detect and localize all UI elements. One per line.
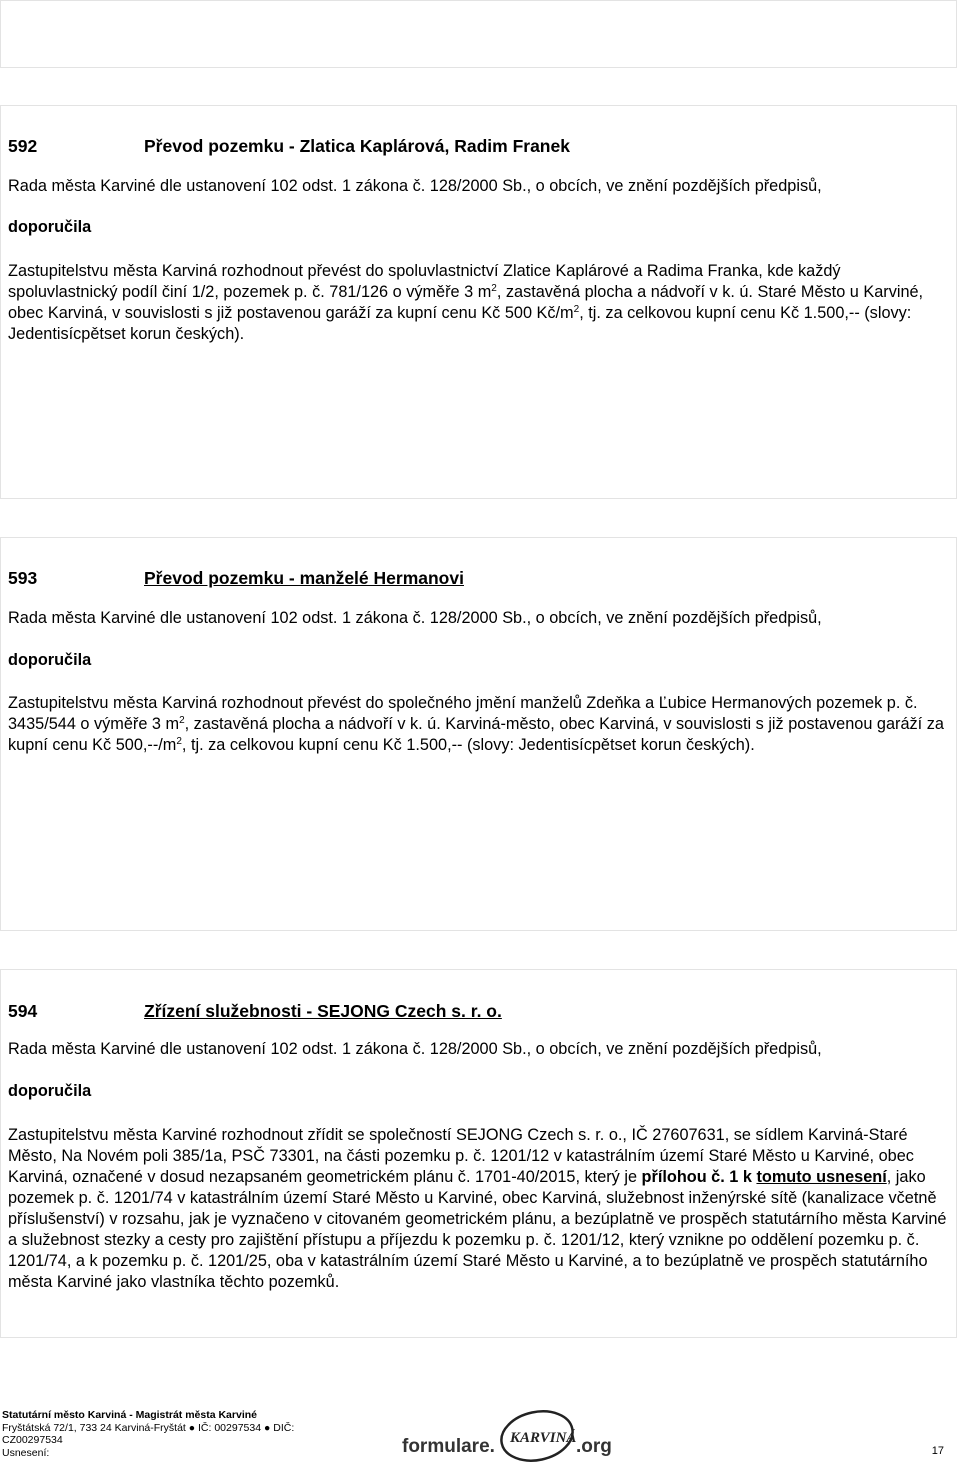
attachment-reference: přílohou č. 1 k	[641, 1168, 757, 1186]
item-intro: Rada města Karviné dle ustanovení 102 odst. 1 zákona č. 128/2000 Sb., o obcích, ve znění pozdějších předpisů,	[8, 177, 822, 195]
resolution-text: Zastupitelstvu města Karviné rozhodnout zřídit se společností SEJONG Czech s. r. o., IČ 27607631, se sídlem Karviná-Staré Město, Na Novém poli 385/1a, PSČ 73301, na části pozemku p. č. 1201/12 v katastrálním území Staré Město u Karviné, obec Karviná, označené v dosud nezapsaném geometrickém plánu č. 1701-40/2015, který je přílohou č. 1 k tomuto usnesení, jako pozemek p. č. 1201/74 v katastrálním území Staré Město u Karviné, obec Karviná, služebnost inženýrské sítě (kanalizace včetně příslušenství) v rozsahu, jak je vyznačeno v citovaném geometrickém plánu, a bezúplatně ve prospěch statutárního města Karviné a služebnost stezky a cesty pro zajištění přístupu a příjezdu k pozemku p. č. 1201/12, který vznikne po oddělení pozemku p. č. 1201/74, a k pozemku p. č. 1201/25, oba v katastrálním území Staré Město u Karviné, a to bezúplatně ve prospěch statutárního města Karviné jako vlastníka těchto pozemků.	[8, 1126, 947, 1291]
footer-doc-label: Usnesení:	[2, 1446, 50, 1459]
recommendation-label: doporučila	[8, 1082, 92, 1100]
recommendation-label: doporučila	[8, 218, 92, 236]
page-number: 17	[931, 1445, 944, 1457]
resolution-item-594	[0, 969, 957, 1338]
footer-dic: CZ00297534	[2, 1434, 63, 1446]
footer-org: Statutární město Karviná - Magistrát města Karviné	[2, 1409, 257, 1421]
item-intro: Rada města Karviné dle ustanovení 102 odst. 1 zákona č. 128/2000 Sb., o obcích, ve znění pozdějších předpisů,	[8, 609, 822, 627]
item-number: 594	[8, 1001, 38, 1021]
logo-text-left: formulare.	[402, 1436, 495, 1457]
item-title: Převod pozemku - manželé Hermanovi	[144, 568, 464, 588]
formulare-karvina-logo	[402, 1406, 622, 1462]
resolution-text: Zastupitelstvu města Karviná rozhodnout převést do společného jmění manželů Zdeňka a Ľubice Hermanových pozemek p. č. 3435/544 o výměře 3 $m^2$, zastavěná plocha a nádvoří v k. ú. Karviná-město, obec Karviná, v souvislosti s již postavenou garáží za kupní cenu Kč $500,--/m^2$, tj. za celkovou kupní cenu Kč 1.500,-- (slovy: Jedentisícpětset korun českých).	[8, 694, 944, 754]
item-title: Převod pozemku - Zlatica Kaplárová, Radim Franek	[144, 136, 570, 156]
item-title: Zřízení služebnosti - SEJONG Czech s. r. o.	[144, 1001, 502, 1021]
logo-text-right: .org	[576, 1436, 612, 1457]
recommendation-label: doporučila	[8, 651, 92, 669]
footer-address: Fryštátská 72/1, 733 24 Karviná-Fryštát ● IČ: 00297534 ● DIČ:	[2, 1421, 295, 1434]
resolution-item-593	[0, 537, 957, 931]
resolution-text: Zastupitelstvu města Karviná rozhodnout převést do spoluvlastnictví Zlatice Kaplárové a Radima Franka, kde každý spoluvlastnický podíl činí 1/2, pozemek p. č. 781/126 o výměře 3 $m^2$, zastavěná plocha a nádvoří v k. ú. Staré Město u Karviné, obec Karviná, v souvislosti s již postavenou garáží za kupní cenu Kč 500 $Kč/m^2$, tj. za celkovou kupní cenu Kč 1.500,-- (slovy: Jedentisícpětset korun českých).	[8, 262, 924, 343]
item-number: 592	[8, 136, 38, 156]
footer-info	[2, 1409, 294, 1459]
resolution-item-592	[0, 105, 957, 499]
resolution-link[interactable]: tomuto usnesení	[756, 1168, 887, 1186]
logo-text-mid: KARVINÁ	[510, 1430, 577, 1446]
top-section-box	[0, 0, 957, 68]
item-intro: Rada města Karviné dle ustanovení 102 odst. 1 zákona č. 128/2000 Sb., o obcích, ve znění pozdějších předpisů,	[8, 1040, 822, 1058]
item-number: 593	[8, 568, 38, 588]
